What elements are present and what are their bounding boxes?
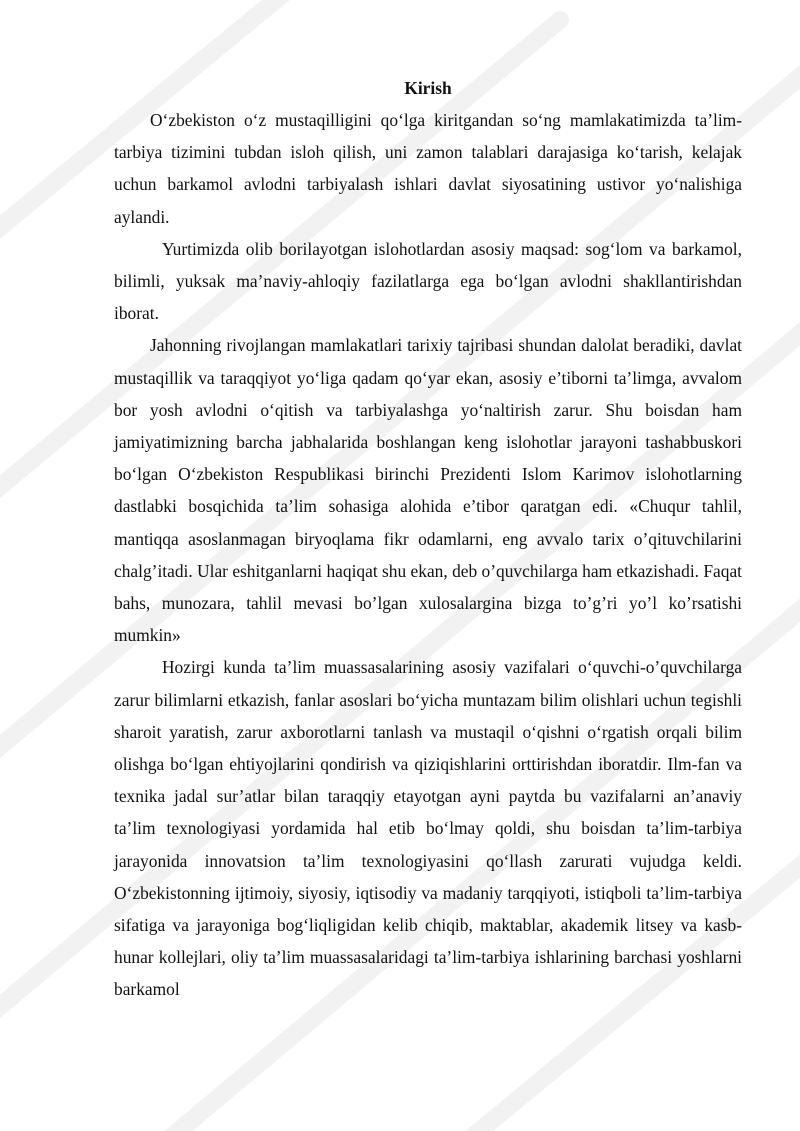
paragraph-current-tasks: Hozirgi kunda ta’lim muassasalarining asosiy vazifalari o‘quvchi-o’quvchilarga zarur bilimlarni etkazish, fanlar asoslari bo‘yicha muntazam bilim olishlari uchun tegishli sharoit yaratish, zarur axborotlarni tanlash va mustaqil o‘qishni o‘rgatish orqali bilim olishga bo‘lgan ehtiyojlarini qondirish va qiziqishlarini orttirishdan iboratdir. Ilm-fan va texnika jadal sur’atlar bilan taraqqiy etayotgan ayni paytda bu vazifalarni an’anaviy ta’lim texnologiyasi yordamida hal etib bo‘lmay qoldi, shu boisdan ta’lim-tarbiya jarayonida innovatsion ta’lim texnologiyasini qo‘llash zarurati vujudga keldi. O‘zbekistonning ijtimoiy, siyosiy, iqtisodiy va madaniy tarqqiyoti, istiqboli ta’lim-tarbiya sifatiga va jarayoniga bog‘liqligidan kelib chiqib, maktablar, akademik litsey va kasb-hunar kollejlari, oliy ta’lim muassasalaridagi ta’lim-tarbiya ishlarining barchasi yoshlarni barkamol (114, 657, 742, 1000)
page-title: Kirish (404, 78, 452, 98)
document-body (114, 72, 742, 1006)
paragraph-world-experience: Jahonning rivojlangan mamlakatlari tarixiy tajribasi shundan dalolat beradiki, davlat mustaqillik va taraqqiyot yo‘liga qadam qo‘yar ekan, asosiy e’tiborni ta’limga, avvalom bor yosh avlodni o‘qitish va tarbiyalashga yo‘naltirish zarur. Shu boisdan ham jamiyatimizning barcha jabhalarida boshlangan keng islohotlar jarayoni tashabbuskori bo‘lgan O‘zbekiston Respublikasi birinchi Prezidenti Islom Karimov islohotlarning dastlabki bosqichida ta’lim sohasiga alohida e’tibor qaratgan edi. «Chuqur tahlil, mantiqqa asoslanmagan biryoqlama fikr odamlarni, eng avvalo tarix o’qituvchilarini chalg’itadi. Ular eshitganlarni haqiqat shu ekan, deb o’quvchilarga ham etkazishadi. Faqat bahs, munozara, tahlil mevasi bo’lgan xulosalargina bizga to’g’ri yo’l ko’rsatishi mumkin» (114, 335, 742, 646)
paragraph-intro: O‘zbekiston o‘z mustaqilligini qo‘lga kiritgandan so‘ng mamlakatimizda ta’lim-tarbiya tizimini tubdan isloh qilish, uni zamon talablari darajasiga ko‘tarish, kelajak uchun barkamol avlodni tarbiyalash ishlari davlat siyosatining ustivor yo‘nalishiga aylandi. (114, 110, 742, 227)
paragraph-goal: Yurtimizda olib borilayotgan islohotlardan asosiy maqsad: sog‘lom va barkamol, bilimli, yuksak ma’naviy-ahloqiy fazilatlarga ega bo‘lgan avlodni shakllantirishdan iborat. (114, 238, 742, 324)
